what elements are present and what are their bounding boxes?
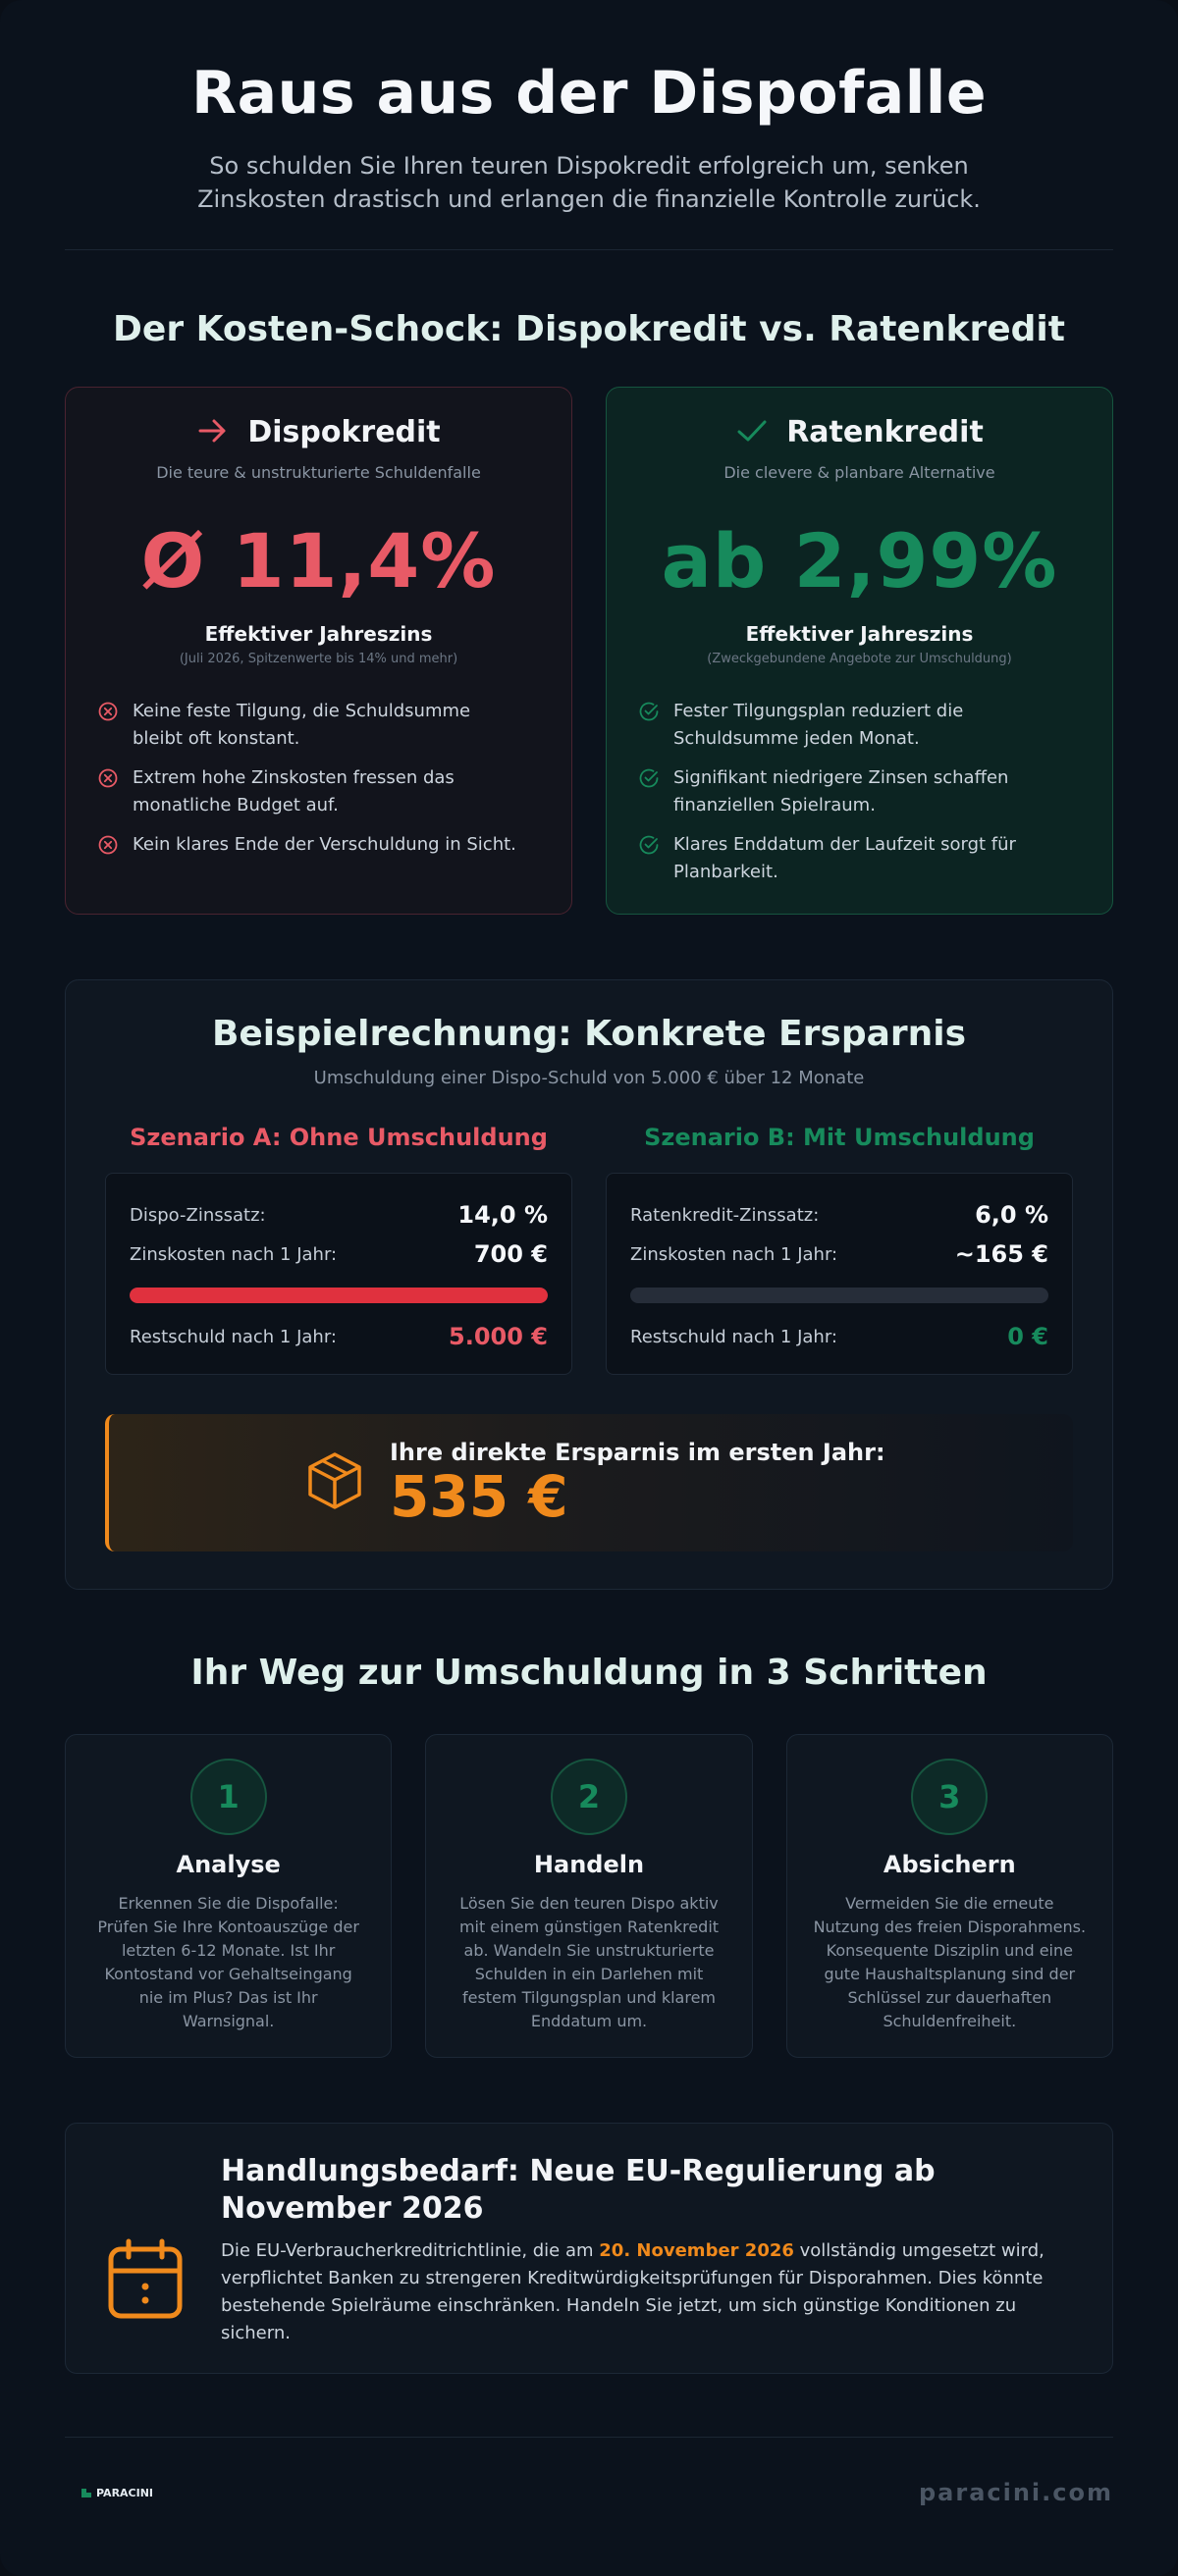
scenario-a-debt-bar-fill: [130, 1288, 548, 1303]
regulation-text-start: Die EU-Verbraucherkreditrichtlinie, die am: [221, 2240, 600, 2261]
scenario-a-box: [105, 1173, 572, 1375]
raten-points: [638, 698, 1065, 886]
list-item: [97, 698, 524, 753]
logo-text: PARACINI: [96, 2486, 154, 2499]
raten-card-label: Ratenkredit: [786, 415, 984, 449]
raten-rate-note: (Zweckgebundene Angebote zur Umschuldung): [707, 652, 1012, 666]
scenario-a-rate-label: Dispo-Zinssatz:: [130, 1204, 266, 1226]
dispo-point-text: Kein klares Ende der Verschuldung in Sicht.: [133, 834, 516, 855]
scenario-a-rest-label: Restschuld nach 1 Jahr:: [130, 1326, 337, 1347]
scenario-b-rate-value: 6,0 %: [975, 1201, 1048, 1229]
list-item: [97, 831, 524, 865]
x-circle-icon: [97, 834, 119, 865]
dispo-rate-note: (Juli 2026, Spitzenwerte bis 14% und mehr): [179, 652, 458, 666]
dispo-rate-label: Effektiver Jahreszins: [204, 622, 433, 646]
checkmark-icon: [735, 416, 769, 449]
logo-mark-icon: [80, 2487, 92, 2498]
regulation-text: [221, 2237, 1073, 2347]
scenario-a-cost-label: Zinskosten nach 1 Jahr:: [130, 1243, 338, 1265]
step-card: [65, 1734, 392, 2058]
scenario-row: [105, 1124, 1073, 1375]
regulation-title: Handlungsbedarf: Neue EU-Regulierung ab November 2026: [221, 2154, 936, 2226]
scenario-a-debt-bar: [130, 1288, 548, 1303]
scenario-a: [105, 1124, 572, 1375]
scenario-a-rest-row: [130, 1317, 548, 1356]
box-icon: [305, 1449, 364, 1516]
comparison-title: Der Kosten-Schock: Dispokredit vs. Ratenkredit: [113, 309, 1065, 349]
scenario-a-rate-value: 14,0 %: [457, 1201, 548, 1229]
raten-card-subtitle: Die clevere & planbare Alternative: [723, 463, 995, 482]
footer: [80, 2479, 1113, 2506]
raten-rate-label: Effektiver Jahreszins: [745, 622, 974, 646]
scenario-b-title: Szenario B: Mit Umschuldung: [644, 1124, 1035, 1151]
scenario-b-cost-label: Zinskosten nach 1 Jahr:: [630, 1243, 838, 1265]
raten-rate: ab 2,99%: [661, 517, 1058, 605]
scenario-b-box: [606, 1173, 1073, 1375]
scenario-b-cost-row: [630, 1235, 1048, 1274]
saving-label: Ihre direkte Ersparnis im ersten Jahr:: [390, 1439, 885, 1466]
scenario-a-cost-row: [130, 1235, 548, 1274]
scenario-b-cost-value: ~165 €: [954, 1240, 1048, 1268]
raten-point-text: Fester Tilgungsplan reduziert die Schuldsumme jeden Monat.: [673, 701, 964, 749]
dispo-card-subtitle: Die teure & unstrukturierte Schuldenfalle: [156, 463, 481, 482]
calculation-title: Beispielrechnung: Konkrete Ersparnis: [211, 1014, 967, 1054]
page-title: Raus aus der Dispofalle: [190, 59, 988, 128]
step-card: [786, 1734, 1113, 2058]
calculation-section: [65, 979, 1113, 1590]
scenario-b-rate-label: Ratenkredit-Zinssatz:: [630, 1204, 820, 1226]
calendar-icon: [103, 2153, 187, 2373]
scenario-b-rest-label: Restschuld nach 1 Jahr:: [630, 1326, 837, 1347]
brand-logo: [80, 2487, 153, 2499]
saving-banner: [105, 1414, 1073, 1551]
dispo-point-text: Keine feste Tilgung, die Schuldsumme bleibt oft konstant.: [133, 701, 471, 749]
scenario-b-debt-bar: [630, 1288, 1048, 1303]
check-circle-icon: [638, 767, 660, 819]
dispo-point-text: Extrem hohe Zinskosten fressen das monatliche Budget auf.: [133, 767, 455, 815]
scenario-a-cost-value: 700 €: [473, 1240, 548, 1268]
regulation-text-end: vollständig umgesetzt wird, verpflichtet Banken zu strengeren Kreditwürdigkeitsprüfungen für Disporahmen. Dies könnte bestehende Spielräume einschränken. Handeln Sie jetzt, um sich günstige Konditionen zu sichern.: [221, 2240, 1044, 2343]
step-title: Analyse: [176, 1851, 281, 1878]
steps-row: [65, 1734, 1113, 2058]
arrow-right-icon: [196, 416, 230, 449]
dispo-card: [65, 387, 572, 915]
raten-point-text: Signifikant niedrigere Zinsen schaffen finanziellen Spielraum.: [673, 767, 1009, 815]
saving-text: [390, 1439, 885, 1530]
scenario-b-rest-value: 0 €: [1007, 1323, 1048, 1350]
step-title: Handeln: [533, 1851, 645, 1878]
comparison-row: [65, 387, 1113, 915]
check-circle-icon: [638, 701, 660, 753]
step-number: 2: [551, 1759, 627, 1835]
step-text: Lösen Sie den teuren Dispo aktiv mit einem günstigen Ratenkredit ab. Wandeln Sie unstrukturierte Schulden in ein Darlehen mit festem Tilgungsplan und klarem Enddatum um.: [458, 1894, 720, 2030]
divider: [65, 249, 1113, 250]
page-subtitle: So schulden Sie Ihren teuren Dispokredit erfolgreich um, senken Zinskosten drastisch und erlangen die finanzielle Kontrolle zurück.: [197, 152, 981, 213]
saving-value: 535 €: [390, 1463, 568, 1530]
raten-point-text: Klares Enddatum der Laufzeit sorgt für Planbarkeit.: [673, 834, 1016, 882]
list-item: [97, 764, 524, 819]
check-circle-icon: [638, 834, 660, 886]
scenario-b-rate-row: [630, 1195, 1048, 1235]
scenario-a-rest-value: 5.000 €: [449, 1323, 548, 1350]
x-circle-icon: [97, 767, 119, 819]
scenario-b-rest-row: [630, 1317, 1048, 1356]
step-text: Erkennen Sie die Dispofalle: Prüfen Sie Ihre Kontoauszüge der letzten 6-12 Monate. Ist Ihr Kontostand vor Gehaltseingang nie im Plus? Das ist Ihr Warnsignal.: [97, 1894, 359, 2030]
dispo-points: [97, 698, 524, 865]
footer-divider: [65, 2437, 1113, 2438]
dispo-card-header: [66, 415, 571, 449]
step-number: 1: [190, 1759, 267, 1835]
hero: [0, 0, 1178, 216]
step-title: Absichern: [883, 1851, 1016, 1878]
footer-domain: paracini.com: [918, 2479, 1113, 2506]
dispo-rate: Ø 11,4%: [140, 517, 497, 605]
steps-title: Ihr Weg zur Umschuldung in 3 Schritten: [190, 1653, 988, 1693]
raten-card-header: [607, 415, 1112, 449]
step-text: Vermeiden Sie die erneute Nutzung des freien Disporahmens. Konsequente Disziplin und eine gute Haushaltsplanung sind der Schlüssel zur dauerhaften Schuldenfreiheit.: [813, 1894, 1087, 2030]
step-card: [425, 1734, 752, 2058]
x-circle-icon: [97, 701, 119, 753]
regulation-content: [221, 2153, 1073, 2373]
calculation-subtitle: Umschuldung einer Dispo-Schuld von 5.000 € über 12 Monate: [313, 1068, 865, 1088]
list-item: [638, 698, 1065, 753]
raten-card: [606, 387, 1113, 915]
scenario-a-title: Szenario A: Ohne Umschuldung: [130, 1124, 548, 1151]
regulation-date-highlight: 20. November 2026: [599, 2240, 794, 2261]
scenario-b: [606, 1124, 1073, 1375]
scenario-a-rate-row: [130, 1195, 548, 1235]
step-number: 3: [911, 1759, 988, 1835]
dispo-card-label: Dispokredit: [247, 415, 441, 449]
list-item: [638, 764, 1065, 819]
regulation-alert: [65, 2123, 1113, 2374]
list-item: [638, 831, 1065, 886]
